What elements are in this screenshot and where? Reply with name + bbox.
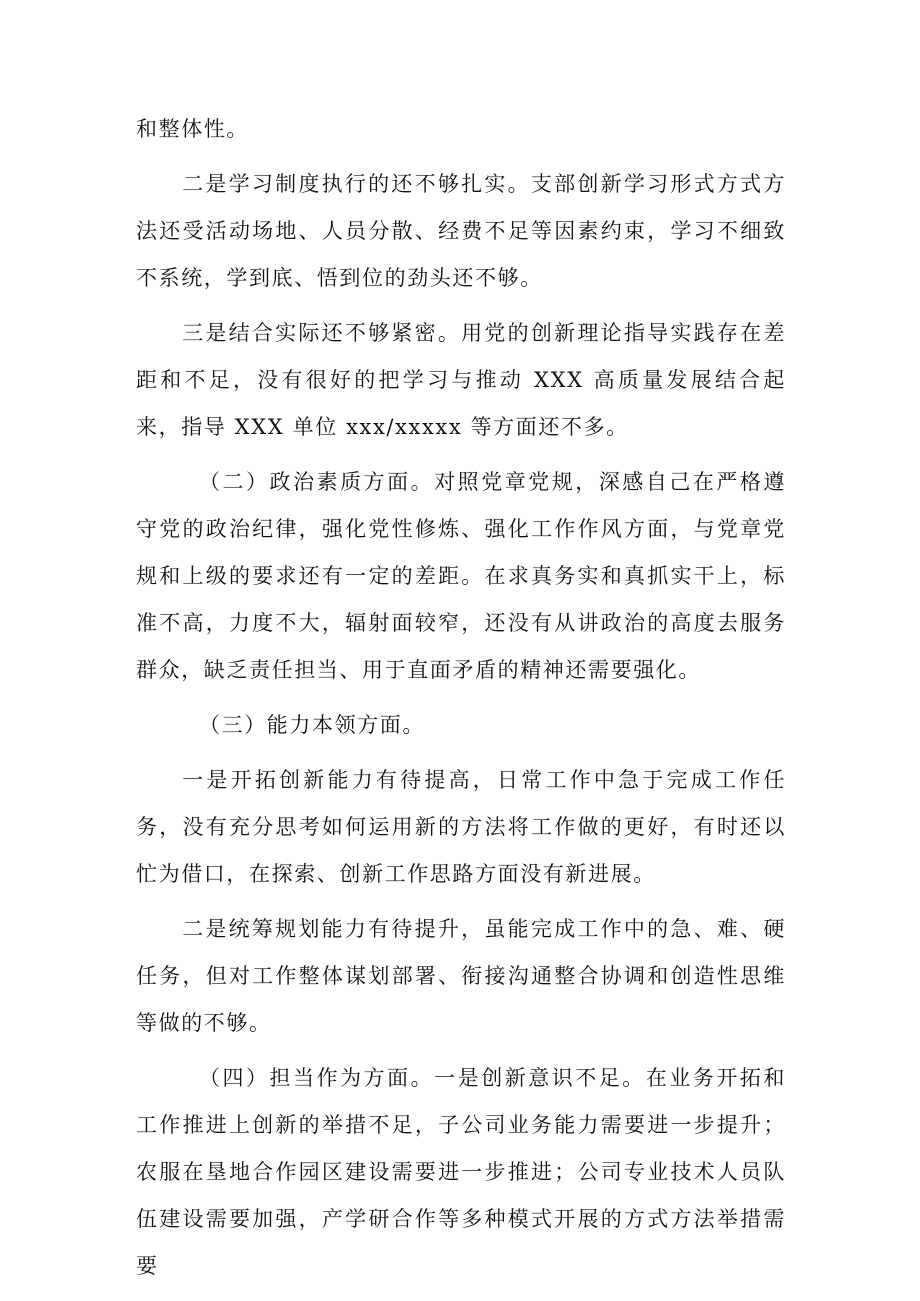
- paragraph-political-quality: （二）政治素质方面。对照党章党规，深感自己在严格遵守党的政治纪律，强化党性修炼、强化工作作风方面，与党章党规和上级的要求还有一定的差距。在求真务实和真抓实干上，标准不高，力度不大，辐射面较窄，还没有从讲政治的高度去服务群众，缺乏责任担当、用于直面矛盾的精神还需要强化。: [136, 470, 786, 682]
- paragraph-continuation: 和整体性。: [136, 117, 249, 141]
- paragraph-responsibility: （四）担当作为方面。一是创新意识不足。在业务开拓和工作推进上创新的举措不足，子公司业务能力需要进一步提升；农服在垦地合作园区建设需要进一步推进；公司专业技术人员队伍建设需要加强，产学研合作等多种模式开展的方式方法举措需要: [136, 1066, 786, 1278]
- document-body: [136, 106, 786, 1290]
- paragraph-study-system: 二是学习制度执行的还不够扎实。支部创新学习形式方式方法还受活动场地、人员分散、经费不足等因素约束，学习不细致不系统，学到底、悟到位的劲头还不够。: [136, 172, 786, 290]
- paragraph-innovation-ability: 一是开拓创新能力有待提高，日常工作中急于完成工作任务，没有充分思考如何运用新的方法将工作做的更好，有时还以忙为借口，在探索、创新工作思路方面没有新进展。: [136, 768, 786, 886]
- paragraph-planning-ability: 二是统筹规划能力有待提升，虽能完成工作中的急、难、硬任务，但对工作整体谋划部署、衔接沟通整合协调和创造性思维等做的不够。: [136, 917, 786, 1035]
- section-heading-ability: （三）能力本领方面。: [199, 713, 425, 737]
- paragraph-practice: 三是结合实际还不够紧密。用党的创新理论指导实践存在差距和不足，没有很好的把学习与推动 XXX 高质量发展结合起来，指导 XXX 单位 xxx/xxxxx 等方面还不多。: [136, 321, 786, 439]
